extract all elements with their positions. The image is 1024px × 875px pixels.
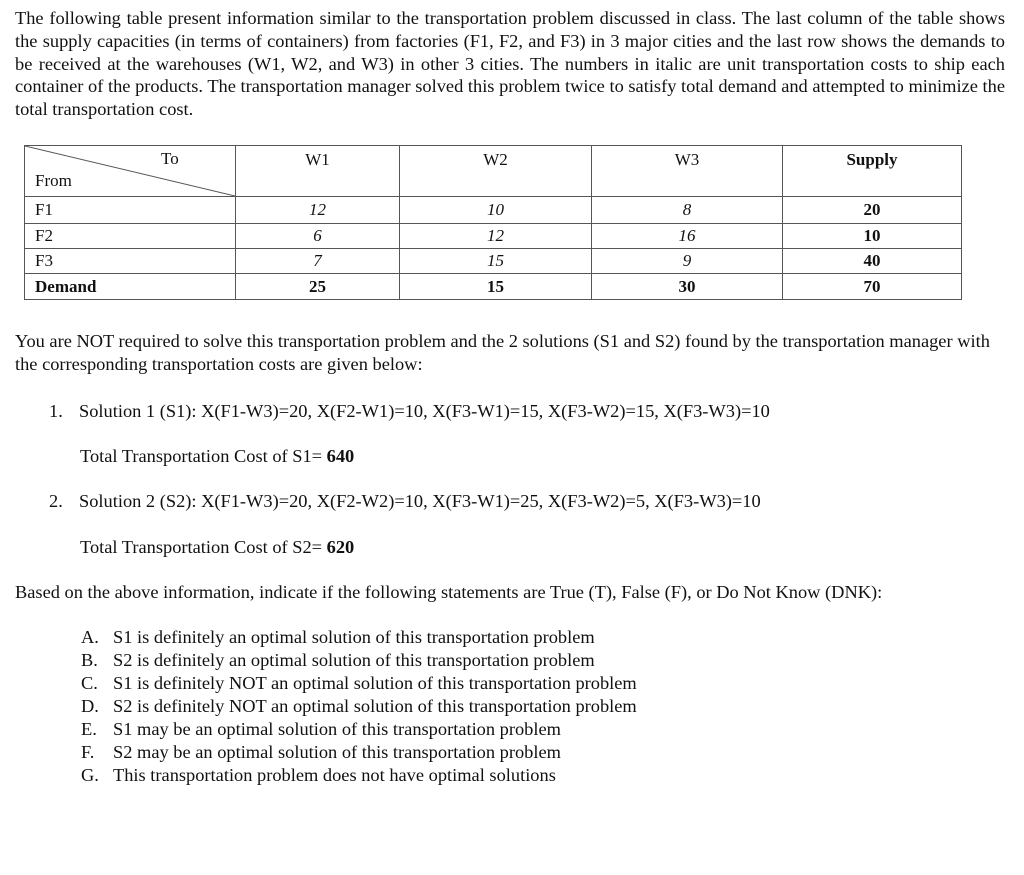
table-row-f1	[25, 197, 962, 224]
demand-cell: 15	[400, 274, 592, 300]
row-label: F1	[25, 197, 236, 224]
column-header-w1: W1	[236, 146, 400, 197]
cost-cell: 9	[592, 249, 783, 274]
intro-paragraph: The following table present information similar to the transportation problem discussed in class. The last column of the table shows the supply capacities (in terms of containers) from factories (F1, F2, and F3) in 3 major cities and the last row shows the demands to be received at the warehouses (W1, W2, and W3) in other 3 cities. The numbers in italic are unit transportation costs to ship each container of the products. The transportation manager solved this problem twice to satisfy total demand and attempted to minimize the total transportation cost.	[15, 8, 1005, 120]
corner-to-label: To	[161, 149, 179, 168]
demand-label: Demand	[25, 274, 236, 300]
total-cell: 70	[783, 274, 962, 300]
column-header-supply: Supply	[783, 146, 962, 197]
table-row-f3	[25, 249, 962, 274]
solution-2-cost	[80, 536, 354, 559]
solution-text: Solution 2 (S2): X(F1-W3)=20, X(F2-W2)=10, X(F3-W1)=25, X(F3-W2)=5, X(F3-W3)=10	[79, 491, 761, 511]
statement-a: A. S1 is definitely an optimal solution of this transportation problem	[81, 627, 595, 647]
cost-cell: 12	[236, 197, 400, 224]
table-row-demand	[25, 274, 962, 300]
demand-cell: 25	[236, 274, 400, 300]
statement-f: F. S2 may be an optimal solution of this transportation problem	[81, 742, 561, 762]
row-label: F2	[25, 224, 236, 249]
statement-g: G. This transportation problem does not have optimal solutions	[81, 765, 556, 785]
corner-from-label: From	[35, 171, 72, 190]
solutions-intro-paragraph: You are NOT required to solve this transportation problem and the 2 solutions (S1 and S2) found by the transportation manager with the corresponding transportation costs are given below:	[15, 331, 990, 374]
cost-cell: 8	[592, 197, 783, 224]
supply-cell: 10	[783, 224, 962, 249]
solution-2	[49, 490, 761, 513]
cost-label: Total Transportation Cost of S1=	[80, 446, 327, 466]
supply-cell: 20	[783, 197, 962, 224]
cost-cell: 15	[400, 249, 592, 274]
transportation-table	[24, 145, 962, 300]
statement-list	[81, 626, 637, 787]
demand-cell: 30	[592, 274, 783, 300]
solution-number: 1.	[49, 401, 63, 421]
column-header-w3: W3	[592, 146, 783, 197]
question-paragraph: Based on the above information, indicate if the following statements are True (T), False (F), or Do Not Know (DNK):	[15, 582, 883, 602]
cost-value: 640	[326, 446, 355, 466]
cost-cell: 7	[236, 249, 400, 274]
solution-1-cost	[80, 445, 354, 468]
solution-number: 2.	[49, 491, 63, 511]
column-header-w2: W2	[400, 146, 592, 197]
table-row-f2	[25, 224, 962, 249]
statement-e: E. S1 may be an optimal solution of this transportation problem	[81, 719, 561, 739]
cost-cell: 12	[400, 224, 592, 249]
supply-cell: 40	[783, 249, 962, 274]
solution-text: Solution 1 (S1): X(F1-W3)=20, X(F2-W1)=10, X(F3-W1)=15, X(F3-W2)=15, X(F3-W3)=10	[79, 401, 770, 421]
cost-cell: 16	[592, 224, 783, 249]
cost-value: 620	[326, 537, 355, 557]
cost-cell: 6	[236, 224, 400, 249]
row-label: F3	[25, 249, 236, 274]
solution-1	[49, 400, 770, 423]
cost-cell: 10	[400, 197, 592, 224]
corner-header-cell	[25, 146, 236, 197]
table-header-row	[25, 146, 962, 197]
statement-c: C. S1 is definitely NOT an optimal solution of this transportation problem	[81, 673, 637, 693]
cost-label: Total Transportation Cost of S2=	[80, 537, 327, 557]
statement-b: B. S2 is definitely an optimal solution of this transportation problem	[81, 650, 595, 670]
statement-d: D. S2 is definitely NOT an optimal solution of this transportation problem	[81, 696, 637, 716]
